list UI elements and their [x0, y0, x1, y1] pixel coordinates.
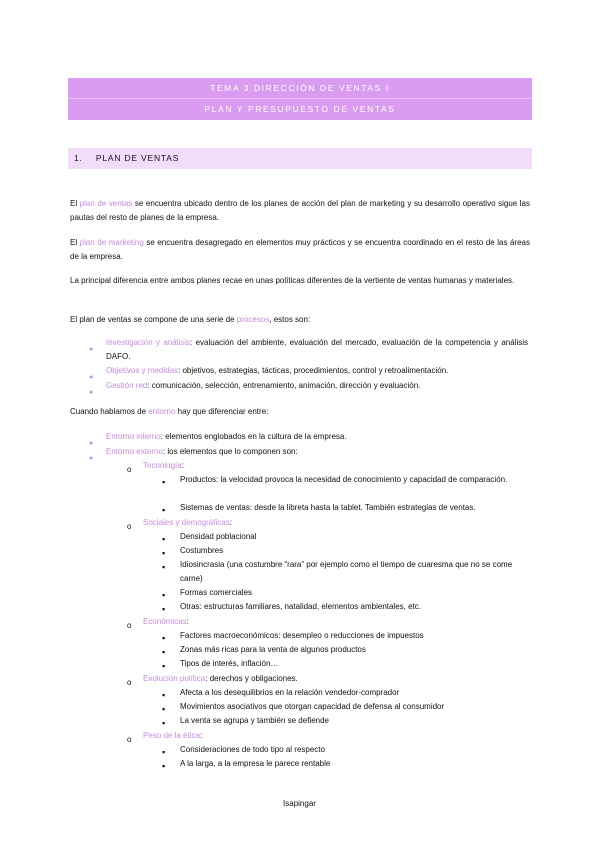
bullet-icon: [89, 338, 93, 356]
text: El plan de ventas se compone de una serie de: [70, 315, 237, 324]
highlight-term: procesos: [236, 315, 270, 324]
text: :: [186, 617, 189, 626]
document-title-band: [68, 78, 532, 120]
highlight-term: Entorno interno: [106, 432, 161, 441]
circle-bullet-icon: [127, 615, 131, 633]
paragraph-plan-ventas: [70, 197, 530, 224]
highlight-term: Objetivos y medidas: [106, 366, 179, 375]
list-item: Tipos de interés, inflación…: [180, 659, 279, 668]
text: : derechos y obligaciones.: [205, 674, 298, 683]
list-item: Factores macroeconómicos: desempleo o reducciones de impuestos: [180, 631, 424, 640]
list-item: Zonas más ricas para la venta de algunos productos: [180, 645, 366, 654]
list-item: A la larga, a la empresa le parece rentable: [180, 759, 331, 768]
text: El: [70, 238, 80, 247]
title-line-2: PLAN Y PRESUPUESTO DE VENTAS: [204, 104, 396, 114]
list-item-objetivos: [106, 364, 528, 378]
list-item: Costumbres: [180, 546, 224, 555]
text: :: [199, 731, 203, 740]
paragraph-entorno: [70, 405, 530, 419]
list-item: Otras: estructuras familiares, natalidad, elementos ambientales, etc.: [180, 602, 421, 611]
section-number: 1.: [74, 153, 83, 163]
list-item: Idiosincrasia (una costumbre “rara” por ejemplo como el tiempo de cuaresma que no se come carne): [180, 560, 513, 583]
highlight-term: Económicas: [143, 617, 187, 626]
highlight-term: Investigación y análisis: [106, 338, 191, 347]
highlight-term: Tecnología: [143, 461, 182, 470]
list-item-gestion: [106, 379, 528, 393]
paragraph-diferencia: La principal diferencia entre ambos planes recae en unas políticas diferentes de la vertiente de ventas humanas y materiales.: [70, 276, 515, 285]
text: se encuentra ubicado dentro de los planes de acción del plan de marketing y su desarrollo operativo sigue las pautas del resto de planes de la empresa.: [70, 199, 530, 222]
sublist-economicas: [143, 615, 528, 629]
highlight-term: Evolución política: [143, 674, 206, 683]
circle-bullet-icon: [127, 459, 131, 477]
section-title: PLAN DE VENTAS: [95, 153, 180, 163]
highlight-term: plan de ventas: [79, 199, 133, 208]
highlight-term: entorno: [148, 407, 176, 416]
text: : evaluación del ambiente, evaluación del mercado, evaluación de la competencia y análisis DAFO.: [106, 338, 528, 361]
list-item: Densidad poblacional: [180, 532, 257, 541]
text: :: [229, 518, 232, 527]
text: se encuentra desagregado en elementos muy prácticos y se encuentra coordinado en el resto de las áreas de la empresa.: [70, 238, 530, 261]
sublist-sociales: [143, 516, 528, 530]
text: hay que diferenciar entre:: [175, 407, 269, 416]
highlight-term: plan de marketing: [79, 238, 144, 247]
highlight-term: Entorno externo: [106, 447, 163, 456]
circle-bullet-icon: [127, 672, 131, 690]
list-item: Formas comerciales: [180, 588, 253, 597]
list-item: Consideraciones de todo tipo al respecto: [180, 745, 325, 754]
list-item: Afecta a los desequilibrios en la relación vendedor-comprador: [180, 688, 400, 697]
page-footer: Isapingar: [283, 799, 316, 808]
section-heading: [68, 148, 532, 169]
text: : objetivos, estrategias, tácticas, procedimientos, control y retroalimentación.: [178, 366, 449, 375]
list-item-entorno-externo: [106, 445, 528, 459]
list-item-investigacion: [106, 336, 528, 363]
text: Cuando hablamos de: [70, 407, 149, 416]
circle-bullet-icon: [127, 729, 131, 747]
text: : comunicación, selección, entrenamiento, animación, dirección y evaluación.: [147, 381, 421, 390]
highlight-term: Peso de la ética: [143, 731, 200, 740]
list-item: Productos: la velocidad provoca la necesidad de conocimiento y capacidad de comparación.: [180, 475, 508, 484]
bullet-icon: [89, 381, 93, 399]
text: : elementos englobados en la cultura de la empresa.: [160, 432, 347, 441]
square-bullet-icon: [162, 472, 165, 490]
highlight-term: Gestión red: [106, 381, 148, 390]
title-line-1: TEMA 3 DIRECCIÓN DE VENTAS I: [68, 78, 532, 99]
list-item: Sistemas de ventas: desde la libreta hasta la tablet. También estrategias de ventas.: [180, 503, 476, 512]
bullet-icon: [89, 447, 93, 465]
sublist-tecnologia: [143, 459, 528, 473]
sublist-etica: [143, 729, 528, 743]
circle-bullet-icon: [127, 516, 131, 534]
list-item-entorno-interno: [106, 430, 528, 444]
sublist-politica: [143, 672, 528, 686]
square-bullet-icon: [162, 756, 165, 774]
text: : los elementos que lo componen son:: [162, 447, 298, 456]
paragraph-procesos: [70, 313, 530, 327]
list-item: La venta se agrupa y también se defiende: [180, 716, 329, 725]
text: :: [181, 461, 184, 470]
square-bullet-icon: [162, 557, 165, 575]
highlight-term: Sociales y demográficas: [143, 518, 230, 527]
paragraph-plan-marketing: [70, 236, 530, 263]
text: El: [70, 199, 80, 208]
list-item: Movimientos asociativos que otorgan capacidad de defensa al consumidor: [180, 702, 445, 711]
text: , estos son:: [269, 315, 311, 324]
